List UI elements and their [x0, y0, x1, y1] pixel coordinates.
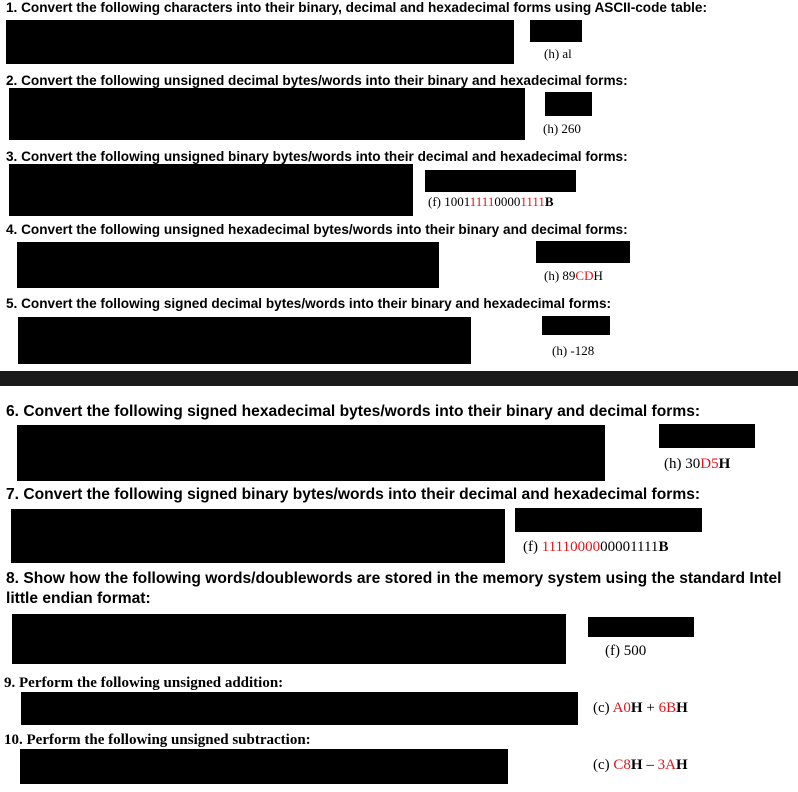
item-q9: (c) A0H + 6BH [593, 700, 688, 716]
question-10: 10. Perform the following unsigned subtraction: [4, 732, 311, 748]
redacted-answers-10 [20, 749, 508, 784]
question-8: 8. Show how the following words/doublewords are stored in the memory system using the standard Intel little endian format: [6, 570, 782, 607]
item-q8: (f) 500 [605, 643, 647, 659]
redacted-answers-3 [9, 164, 413, 216]
redacted-box-3 [425, 170, 576, 192]
redacted-box-6 [659, 424, 755, 448]
question-6: 6. Convert the following signed hexadecimal bytes/words into their binary and decimal forms: [6, 403, 701, 420]
redacted-box-4 [536, 241, 630, 263]
redacted-answers-2 [9, 88, 525, 140]
item-q3: (f) 1001111100001111B [428, 194, 554, 209]
item-q7: (f) 1111000000001111B [523, 539, 669, 555]
question-7: 7. Convert the following signed binary bytes/words into their decimal and hexadecimal forms: [6, 486, 701, 503]
item-q6: (h) 30D5H [664, 456, 731, 472]
redacted-box-2 [545, 92, 592, 116]
item-q1: (h) al [544, 46, 572, 61]
redacted-answers-9 [21, 692, 578, 725]
redacted-box-8 [588, 617, 694, 637]
question-1: 1. Convert the following characters into their binary, decimal and hexadecimal forms using ASCII-code table: [6, 0, 707, 15]
redacted-box-5 [542, 316, 610, 335]
question-4: 4. Convert the following unsigned hexadecimal bytes/words into their binary and decimal forms: [6, 222, 628, 237]
item-q5: (h) -128 [552, 343, 595, 358]
question-5: 5. Convert the following signed decimal bytes/words into their binary and hexadecimal forms: [6, 296, 612, 311]
item-q10: (c) C8H – 3AH [593, 757, 688, 773]
question-2: 2. Convert the following unsigned decimal bytes/words into their binary and hexadecimal forms: [6, 73, 628, 88]
item-q2: (h) 260 [543, 121, 581, 136]
redacted-answers-5 [18, 317, 471, 364]
section-divider [0, 371, 798, 386]
item-q4: (h) 89CDH [544, 268, 603, 283]
redacted-answers-7 [11, 509, 505, 563]
redacted-answers-8 [12, 614, 566, 664]
redacted-box-7 [515, 508, 702, 532]
redacted-box-1 [530, 20, 582, 42]
redacted-answers-6 [17, 425, 605, 481]
redacted-answers-1 [6, 20, 514, 64]
redacted-answers-4 [17, 242, 439, 288]
question-3: 3. Convert the following unsigned binary bytes/words into their decimal and hexadecimal forms: [6, 149, 628, 164]
question-9: 9. Perform the following unsigned addition: [4, 675, 284, 691]
